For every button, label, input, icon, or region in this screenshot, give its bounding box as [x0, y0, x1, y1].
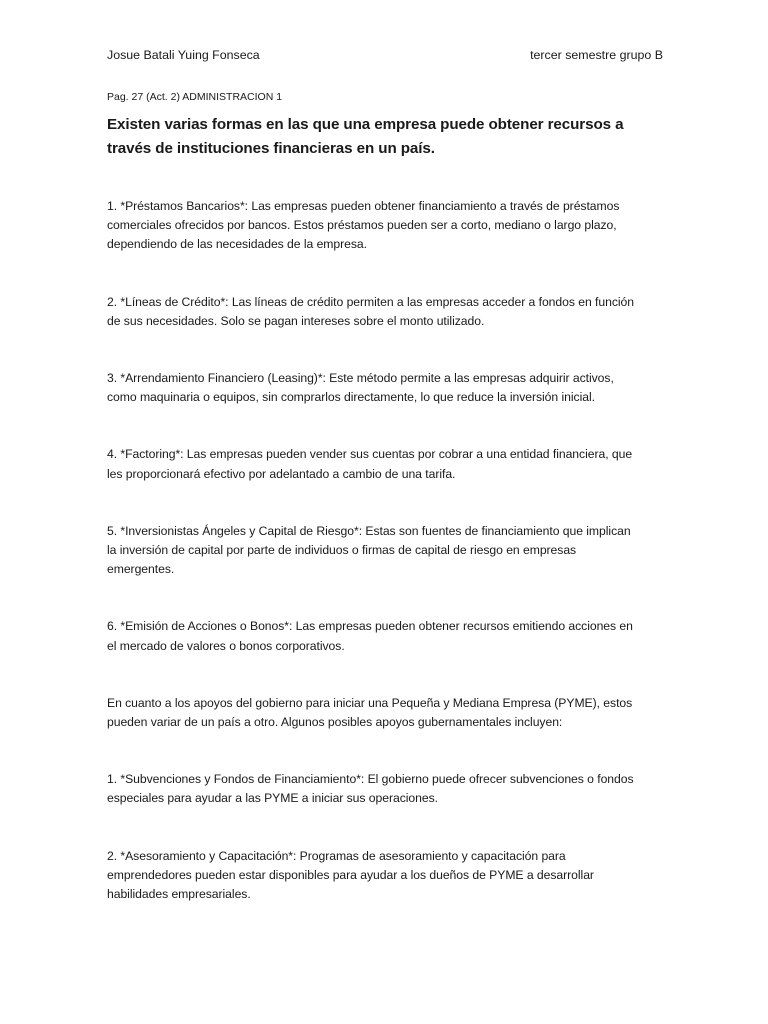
page-header	[107, 46, 663, 64]
financing-item-3-line-1: 3. *Arrendamiento Financiero (Leasing)*: Este método permite a las empresas adquirir activos,	[107, 371, 614, 386]
government-item-1-line-1: 1. *Subvenciones y Fondos de Financiamiento*: El gobierno puede ofrecer subvenciones o fondos	[107, 772, 634, 787]
government-item-2-line-1: 2. *Asesoramiento y Capacitación*: Programas de asesoramiento y capacitación para	[107, 848, 566, 863]
financing-item-5-line-3: emergentes.	[107, 562, 175, 577]
financing-item-4	[107, 445, 661, 483]
government-intro-line-2: pueden variar de un país a otro. Algunos posibles apoyos gubernamentales incluyen:	[107, 715, 563, 730]
financing-item-2	[107, 293, 661, 331]
financing-item-6-line-2: el mercado de valores o bonos corporativos.	[107, 638, 345, 653]
document-title: Existen varias formas en las que una empresa puede obtener recursos a través de instituciones financieras en un país.	[107, 116, 624, 157]
financing-item-5-line-1: 5. *Inversionistas Ángeles y Capital de Riesgo*: Estas son fuentes de financiamiento que implican	[107, 523, 631, 538]
financing-item-3-line-2: como maquinaria o equipos, sin comprarlos directamente, lo que reduce la inversión inicial.	[107, 390, 595, 405]
government-item-2-line-2: emprendedores pueden estar disponibles para ayudar a los dueños de PYME a desarrollar	[107, 867, 594, 882]
financing-item-1-line-2: comerciales ofrecidos por bancos. Estos préstamos pueden ser a corto, mediano o largo plazo,	[107, 218, 617, 233]
financing-item-3	[107, 369, 661, 407]
financing-item-4-line-2: les proporcionará efectivo por adelantado a cambio de una tarifa.	[107, 466, 456, 481]
financing-item-6	[107, 617, 661, 655]
government-item-1	[107, 770, 661, 808]
activity-reference: Pag. 27 (Act. 2) ADMINISTRACION 1	[107, 91, 283, 103]
government-item-2	[107, 847, 661, 905]
government-item-2-line-3: habilidades empresariales.	[107, 887, 251, 902]
government-intro-line-1: En cuanto a los apoyos del gobierno para iniciar una Pequeña y Mediana Empresa (PYME), estos	[107, 695, 633, 710]
financing-item-1	[107, 197, 661, 255]
government-intro	[107, 694, 661, 732]
financing-item-1-line-1: 1. *Préstamos Bancarios*: Las empresas pueden obtener financiamiento a través de préstamos	[107, 199, 620, 213]
financing-item-4-line-1: 4. *Factoring*: Las empresas pueden vender sus cuentas por cobrar a una entidad financiera, que	[107, 447, 633, 462]
financing-item-2-line-1: 2. *Líneas de Crédito*: Las líneas de crédito permiten a las empresas acceder a fondos en función	[107, 294, 634, 309]
government-item-1-line-2: especiales para ayudar a las PYME a iniciar sus operaciones.	[107, 791, 438, 806]
author-name: Josue Batali Yuing Fonseca	[107, 48, 260, 62]
financing-item-1-line-3: dependiendo de las necesidades de la empresa.	[107, 237, 367, 252]
financing-item-6-line-1: 6. *Emisión de Acciones o Bonos*: Las empresas pueden obtener recursos emitiendo acciones en	[107, 619, 633, 634]
financing-item-5-line-2: la inversión de capital por parte de individuos o firmas de capital de riesgo en empresas	[107, 543, 577, 558]
financing-item-5	[107, 522, 661, 580]
class-group: tercer semestre grupo B	[530, 48, 663, 62]
financing-item-2-line-2: de sus necesidades. Solo se pagan intereses sobre el monto utilizado.	[107, 313, 485, 328]
